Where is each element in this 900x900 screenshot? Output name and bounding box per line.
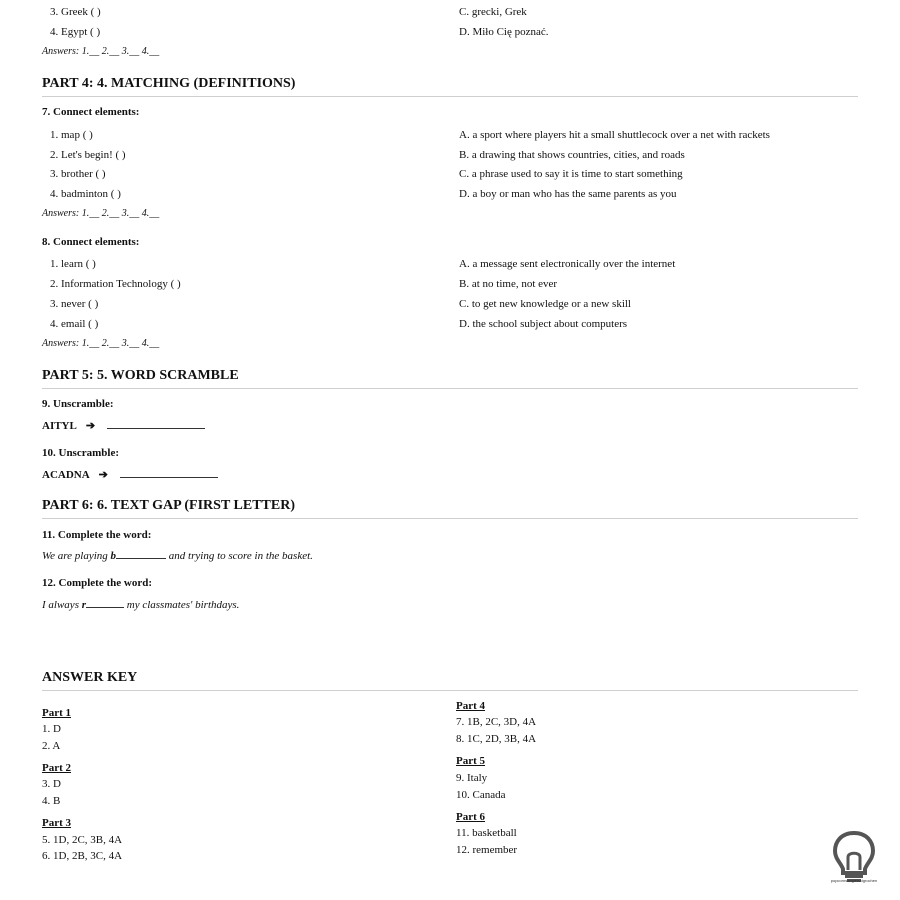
key-line: 9. Italy [456,772,488,784]
q9-title: 9. Unscramble: [42,398,114,410]
q7-left-4: 4. badminton ( ) [50,188,121,200]
q7-right-a: A. a sport where players hit a small shuttlecock over a net with rackets [459,129,770,141]
q12-gap-blank[interactable] [86,597,124,608]
q8-right-d: D. the school subject about computers [459,318,628,330]
q8-title: 8. Connect elements: [42,236,140,248]
q8-left-3: 3. never ( ) [50,298,99,310]
q9-scrambled-word: AITYL [42,420,77,432]
q8-right-c: C. to get new knowledge or a new skill [459,298,631,310]
q8-right-b: B. at no time, not ever [459,278,558,290]
q12-title: 12. Complete the word: [42,577,152,589]
q12-sentence [42,597,239,612]
q7-answers-line: Answers: 1.__ 2.__ 3.__ 4.__ [42,208,160,219]
q12-text-before: I always [42,599,82,611]
arrow-right-icon: ➔ [98,469,108,481]
q8-left-2: 2. Information Technology ( ) [50,278,181,290]
part5-heading: PART 5: 5. WORD SCRAMBLE [42,367,858,389]
q11-text-after: and trying to score in the basket. [166,550,313,562]
q8-right-a: A. a message sent electronically over the internet [459,258,676,270]
q10-scrambled-word: ACADNA [42,469,90,481]
answer-key-title: ANSWER KEY [42,669,858,691]
top-item-right-d: D. Miło Cię poznać. [459,26,549,38]
q7-right-c: C. a phrase used to say it is time to start something [459,168,683,180]
key-line: 4. B [42,795,61,807]
lightbulb-icon [826,830,882,884]
part4-heading: PART 4: 4. MATCHING (DEFINITIONS) [42,75,858,97]
key-line: 1. D [42,723,61,735]
key-part6-heading: Part 6 [456,811,486,823]
key-line: 8. 1C, 2D, 3B, 4A [456,733,537,745]
q7-left-2: 2. Let's begin! ( ) [50,149,126,161]
q10-scramble [42,467,218,482]
key-line: 7. 1B, 2C, 3D, 4A [456,716,537,728]
key-line: 11. basketball [456,827,517,839]
q11-sentence [42,548,313,563]
q7-title: 7. Connect elements: [42,106,140,118]
q7-right-d: D. a boy or man who has the same parents as you [459,188,677,200]
q7-right-b: B. a drawing that shows countries, cities, and roads [459,149,685,161]
logo-text: popcornsangielskigrochen [830,878,878,883]
q8-left-1: 1. learn ( ) [50,258,96,270]
key-line: 6. 1D, 2B, 3C, 4A [42,850,123,862]
q9-scramble [42,418,205,433]
q10-title: 10. Unscramble: [42,447,119,459]
key-part1-heading: Part 1 [42,707,72,719]
key-line: 12. remember [456,844,518,856]
q7-left-3: 3. brother ( ) [50,168,106,180]
q11-gap-blank[interactable] [116,548,166,559]
key-line: 10. Canada [456,789,506,801]
key-line: 5. 1D, 2C, 3B, 4A [42,834,123,846]
top-answers-line: Answers: 1.__ 2.__ 3.__ 4.__ [42,46,160,57]
top-item-left-3: 3. Greek ( ) [50,6,101,18]
key-line: 2. A [42,740,61,752]
key-part3-heading: Part 3 [42,817,72,829]
q9-answer-blank[interactable] [107,418,205,429]
key-line: 3. D [42,778,61,790]
q8-answers-line: Answers: 1.__ 2.__ 3.__ 4.__ [42,338,160,349]
key-part2-heading: Part 2 [42,762,72,774]
key-part5-heading: Part 5 [456,755,486,767]
q12-first-letter: r [81,599,87,611]
q7-left-1: 1. map ( ) [50,129,93,141]
q11-text-before: We are playing [42,550,111,562]
q11-title: 11. Complete the word: [42,529,152,541]
top-item-left-4: 4. Egypt ( ) [50,26,101,38]
arrow-right-icon: ➔ [85,420,96,432]
q8-left-4: 4. email ( ) [50,318,99,330]
q12-text-after: my classmates' birthdays. [124,599,240,611]
part6-heading: PART 6: 6. TEXT GAP (FIRST LETTER) [42,497,858,519]
q11-first-letter: b [110,550,117,562]
q10-answer-blank[interactable] [120,467,218,478]
key-part4-heading: Part 4 [456,700,486,712]
top-item-right-c: C. grecki, Grek [459,6,527,18]
